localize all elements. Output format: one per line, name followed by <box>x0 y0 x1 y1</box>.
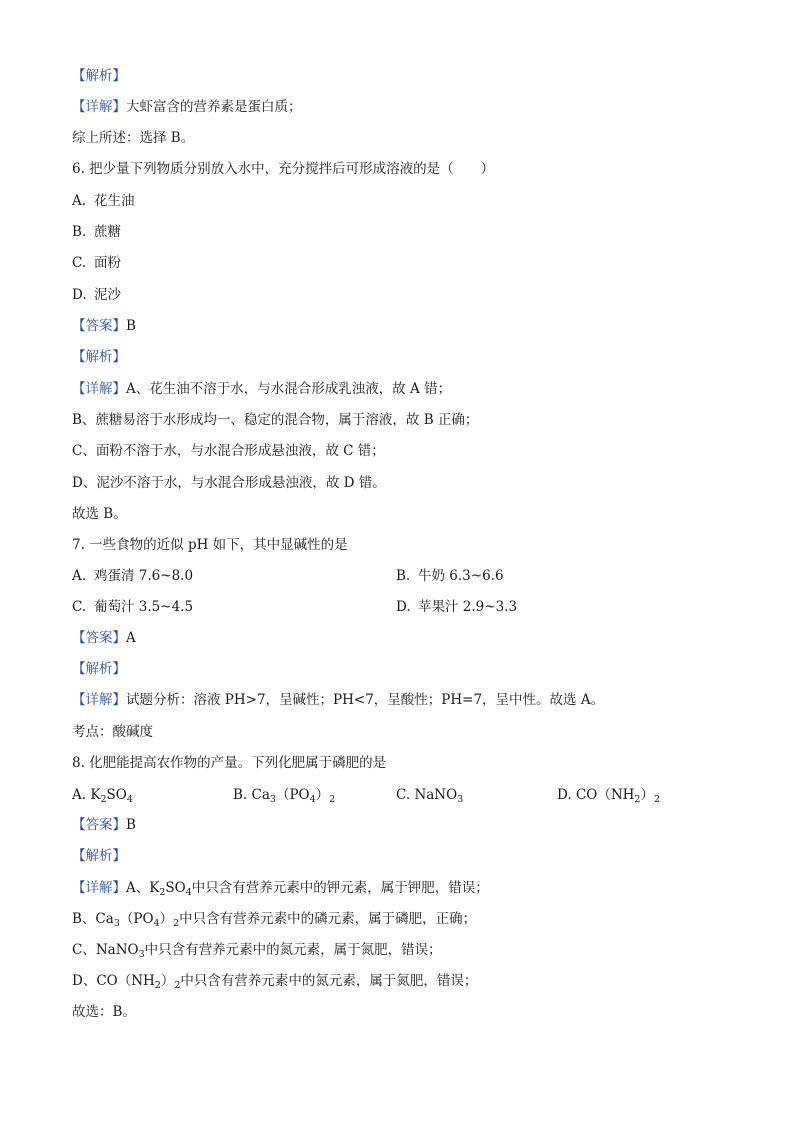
q8-analysis-tag: 【解析】 <box>72 848 126 864</box>
q7-option-c: C. 葡萄汁 3.5~4.5 <box>72 599 194 615</box>
q6-option-d: D. 泥沙 <box>72 287 121 303</box>
q8-stem: 8. 化肥能提高农作物的产量。下列化肥属于磷肥的是 <box>72 755 387 771</box>
q8-option-d: D. $CO(NH_2)_2$ <box>557 787 661 805</box>
q5-detail: 【详解】大虾富含的营养素是蛋白质； <box>72 99 302 115</box>
q8-detail-1: 【详解】A、$K_2SO_4$中只含有营养元素中的钾元素，属于钾肥，错误； <box>72 880 489 898</box>
q8-conclusion: 故选：B。 <box>72 1004 136 1020</box>
q7-stem: 7. 一些食物的近似 pH 如下，其中显碱性的是 <box>72 537 348 553</box>
q8-detail-3: C、NaNO$_3$中只含有营养元素中的氮元素，属于氮肥，错误； <box>72 942 442 960</box>
q8-option-a: A. $K_2SO_4$ <box>72 787 133 805</box>
q8-answer: 【答案】B <box>72 817 136 833</box>
q8-option-c: C. NaNO$_3$ <box>396 787 464 805</box>
q6-option-a: A. 花生油 <box>72 193 135 209</box>
q7-option-a: A. 鸡蛋清 7.6~8.0 <box>72 568 194 584</box>
q7-answer: 【答案】A <box>72 630 136 646</box>
q5-summary: 综上所述：选择 B。 <box>72 130 195 146</box>
q7-option-d: D. 苹果汁 2.9~3.3 <box>396 599 518 615</box>
q6-detail-1: 【详解】A、花生油不溶于水，与水混合形成乳浊液，故 A 错； <box>72 381 452 397</box>
q7-analysis-tag: 【解析】 <box>72 661 126 677</box>
q7-kaodian: 考点：酸碱度 <box>72 724 153 740</box>
q7-detail: 【详解】试题分析：溶液 PH>7，呈碱性；PH<7，呈酸性；PH=7，呈中性。故选 A。 <box>72 692 605 708</box>
q5-analysis-tag: 【解析】 <box>72 68 126 84</box>
q6-analysis-tag: 【解析】 <box>72 349 126 365</box>
q6-detail-2: B、蔗糖易溶于水形成均一、稳定的混合物，属于溶液，故 B 正确； <box>72 412 479 428</box>
q6-stem: 6. 把少量下列物质分别放入水中，充分搅拌后可形成溶液的是（ ） <box>72 161 495 177</box>
q6-option-c: C. 面粉 <box>72 255 121 271</box>
q6-conclusion: 故选 B。 <box>72 506 127 522</box>
q8-detail-2: B、$Ca_3(PO_4)_2$中只含有营养元素中的磷元素，属于磷肥，正确； <box>72 911 477 929</box>
q6-detail-3: C、面粉不溶于水，与水混合形成悬浊液，故 C 错； <box>72 443 385 459</box>
q6-answer: 【答案】B <box>72 318 136 334</box>
q6-detail-4: D、泥沙不溶于水，与水混合形成悬浊液，故 D 错。 <box>72 475 386 491</box>
q8-option-b: B. $Ca_3(PO_4)_2$ <box>233 787 336 805</box>
q7-option-b: B. 牛奶 6.3~6.6 <box>396 568 504 584</box>
q8-detail-4: D、$CO(NH_2)_2$中只含有营养元素中的氮元素，属于氮肥，错误； <box>72 973 478 991</box>
q6-option-b: B. 蔗糖 <box>72 224 121 240</box>
